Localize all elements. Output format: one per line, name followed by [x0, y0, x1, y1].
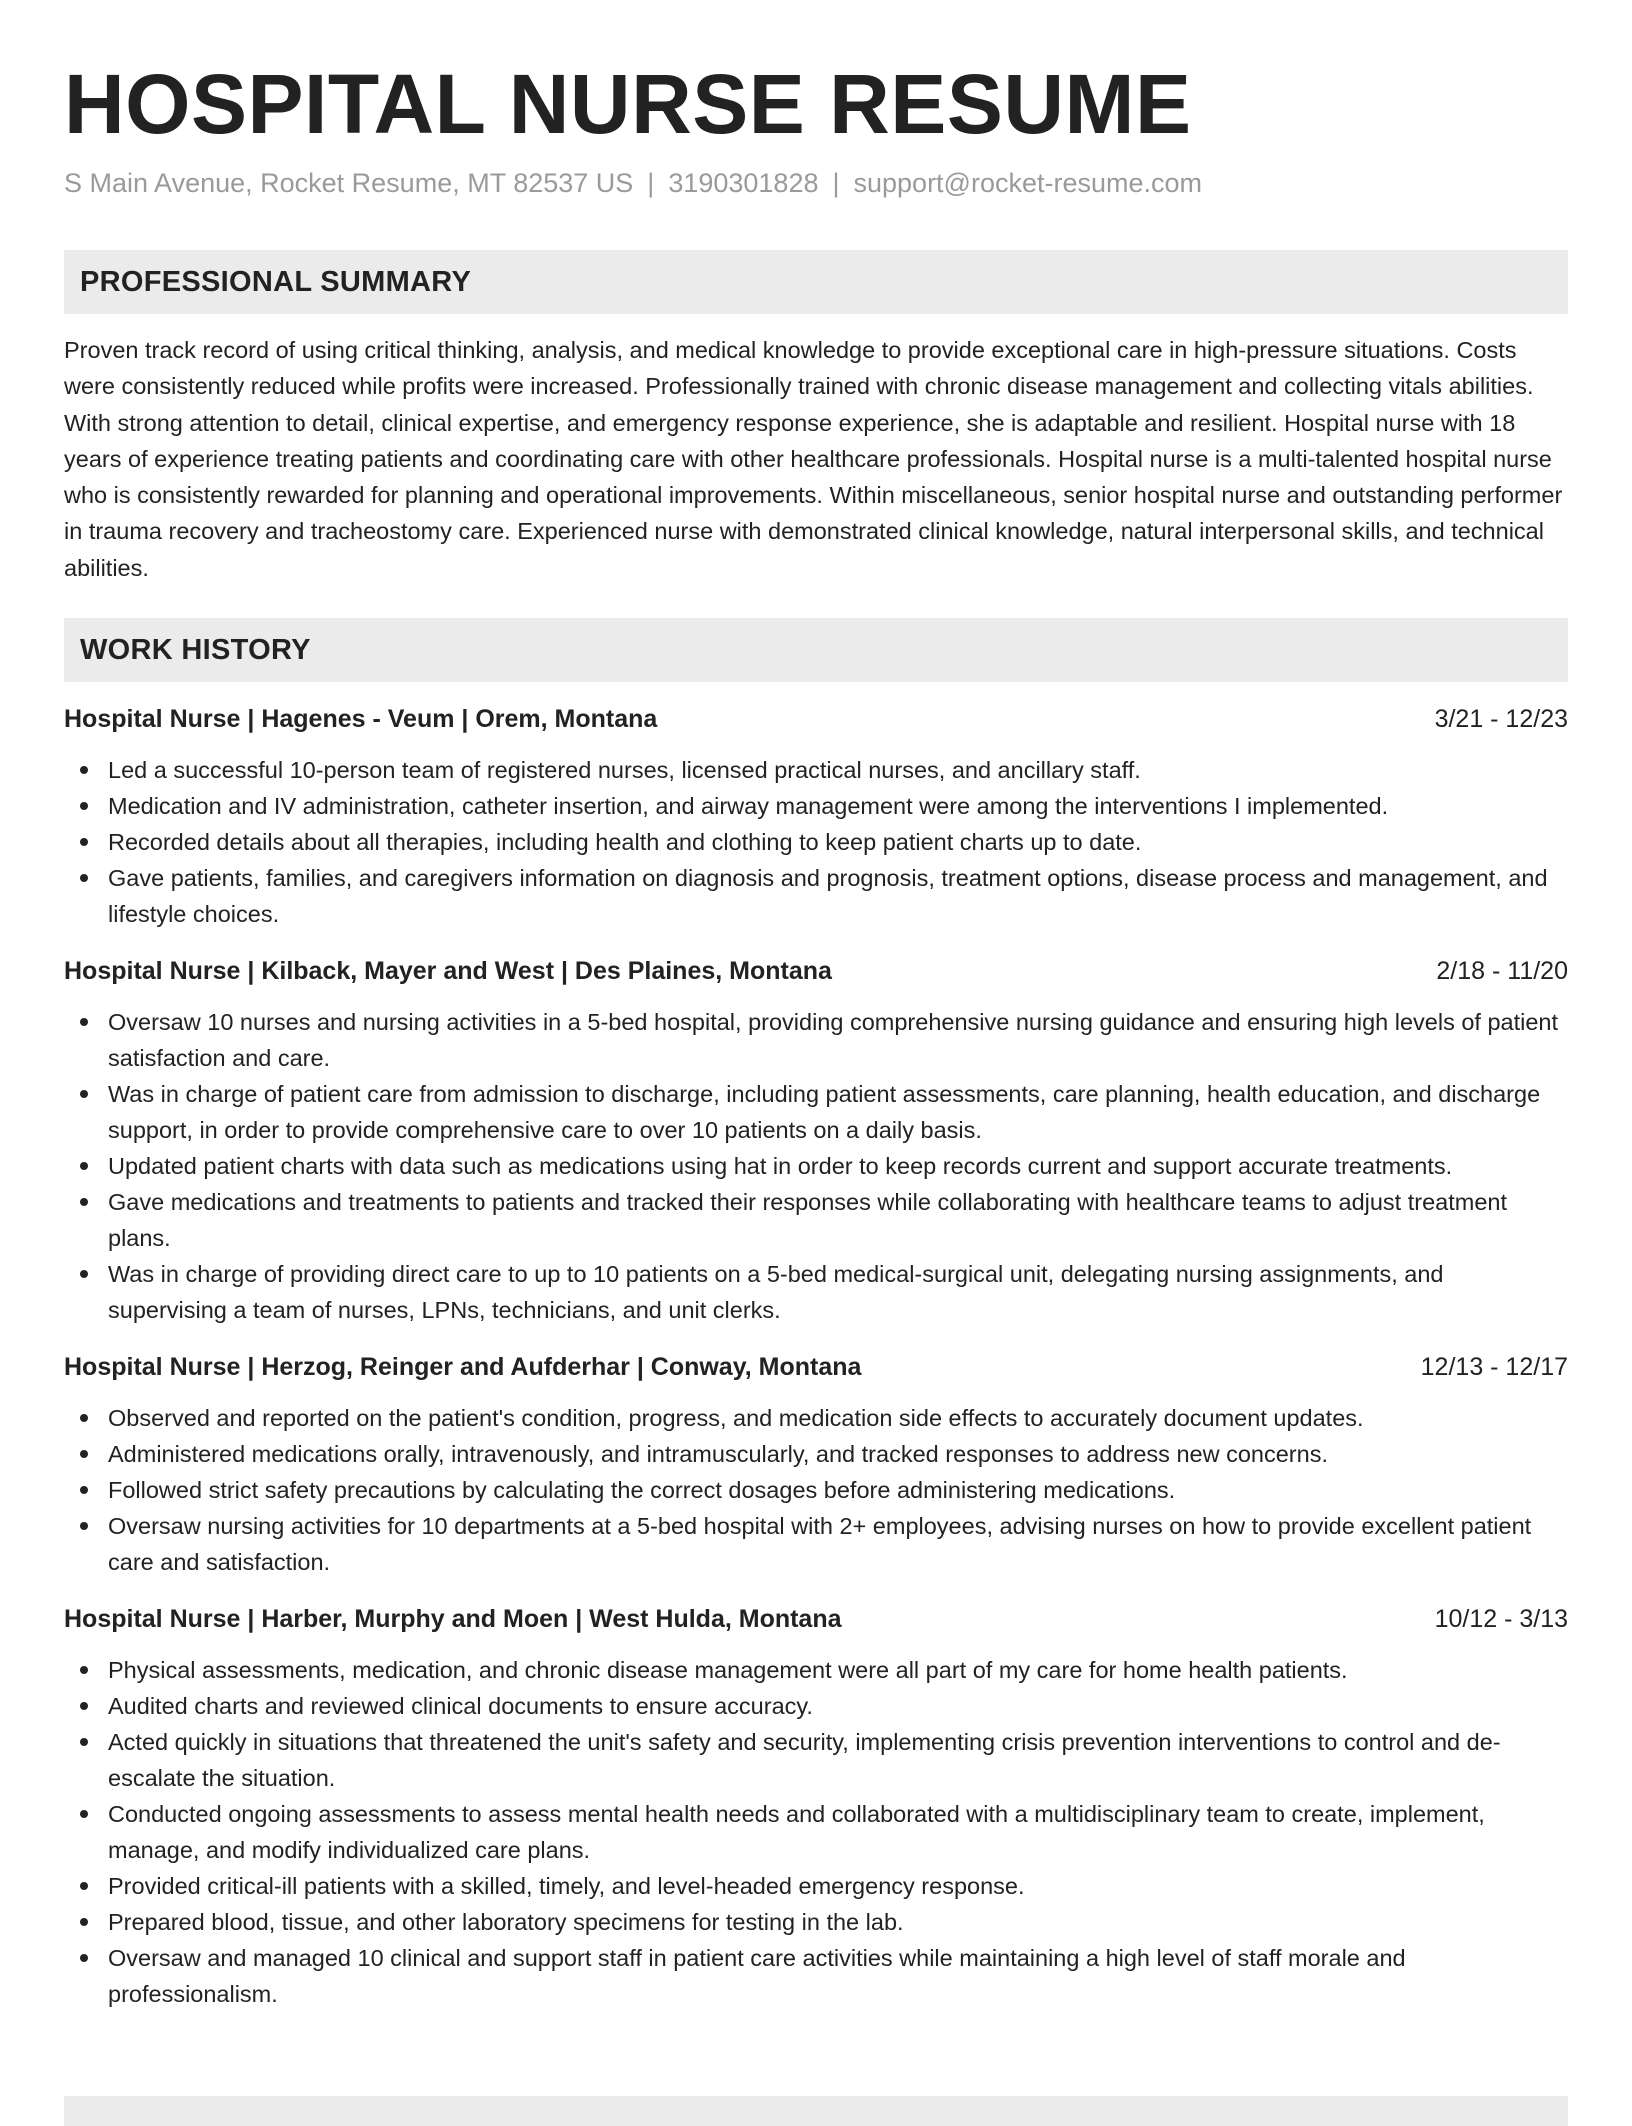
job-bullet: [64, 1508, 1568, 1580]
job-bullet-text: Administered medications orally, intravenously, and intramuscularly, and tracked responses to address new concerns.: [108, 1441, 1328, 1468]
contact-address: S Main Avenue, Rocket Resume, MT 82537 US: [64, 168, 634, 198]
bullet-dot: [80, 1486, 88, 1494]
bullet-dot: [80, 1018, 88, 1026]
job-dates: 12/13 - 12/17: [1420, 1353, 1568, 1382]
job-bullet-text: Oversaw 10 nurses and nursing activities in a 5-bed hospital, providing comprehensive nursing guidance and ensuring high levels of patient satisfaction and care.: [108, 1009, 1559, 1072]
job-bullet-text: Oversaw nursing activities for 10 departments at a 5-bed hospital with 2+ employees, advising nurses on how to provide excellent patient care and satisfaction.: [108, 1513, 1532, 1576]
job-bullet-text: Acted quickly in situations that threatened the unit's safety and security, implementing crisis prevention interventions to control and de-escalate the situation.: [108, 1729, 1501, 1792]
bullet-dot: [80, 874, 88, 882]
professional-summary-heading: PROFESSIONAL SUMMARY: [64, 250, 1568, 314]
job-bullet-text: Was in charge of providing direct care to up to 10 patients on a 5-bed medical-surgical unit, delegating nursing assignments, and supervising a team of nurses, LPNs, technicians, and unit clerks.: [108, 1261, 1444, 1324]
job-bullet: [64, 1256, 1568, 1328]
bullet-dot: [80, 1270, 88, 1278]
bullet-dot: [80, 1918, 88, 1926]
job-title: Hospital Nurse | Harber, Murphy and Moen | West Hulda, Montana: [64, 1605, 842, 1634]
bullet-dot: [80, 766, 88, 774]
job-bullet: [64, 1868, 1568, 1904]
job-bullet: [64, 1688, 1568, 1724]
bullet-dot: [80, 1810, 88, 1818]
bullet-dot: [80, 1738, 88, 1746]
contact-line: [64, 166, 1568, 200]
job-header: [64, 702, 1568, 736]
job-bullet-list: [64, 1400, 1568, 1580]
job-bullet-text: Physical assessments, medication, and chronic disease management were all part of my care for home health patients.: [108, 1657, 1348, 1684]
bullet-dot: [80, 1882, 88, 1890]
bullet-dot: [80, 1162, 88, 1170]
job-bullet: [64, 1652, 1568, 1688]
job-bullet: [64, 1724, 1568, 1796]
job-bullet: [64, 1796, 1568, 1868]
job-bullet-text: Led a successful 10-person team of registered nurses, licensed practical nurses, and ancillary staff.: [108, 757, 1141, 784]
bullet-dot: [80, 802, 88, 810]
job-bullet-text: Conducted ongoing assessments to assess mental health needs and collaborated with a multidisciplinary team to create, implement, manage, and modify individualized care plans.: [108, 1801, 1485, 1864]
bullet-dot: [80, 1198, 88, 1206]
job-bullet-text: Prepared blood, tissue, and other laboratory specimens for testing in the lab.: [108, 1909, 904, 1936]
work-history-heading: WORK HISTORY: [64, 618, 1568, 682]
resume-title: HOSPITAL NURSE RESUME: [64, 57, 1192, 151]
job-bullet: [64, 824, 1568, 860]
job-entry: [64, 1350, 1568, 1580]
job-bullet: [64, 1400, 1568, 1436]
bullet-dot: [80, 1666, 88, 1674]
bullet-dot: [80, 838, 88, 846]
contact-phone: 3190301828: [668, 168, 819, 198]
job-bullet-text: Was in charge of patient care from admission to discharge, including patient assessments, care planning, health education, and discharge support, in order to provide comprehensive care to over 10 patients on a daily basis.: [108, 1081, 1541, 1144]
bullet-dot: [80, 1090, 88, 1098]
job-bullet-text: Medication and IV administration, catheter insertion, and airway management were among the interventions I implemented.: [108, 793, 1389, 820]
job-bullet: [64, 860, 1568, 932]
job-bullet: [64, 1940, 1568, 2012]
contact-email: support@rocket-resume.com: [853, 168, 1203, 198]
job-entry: [64, 954, 1568, 1328]
contact-separator: |: [647, 168, 655, 198]
job-bullet-text: Gave medications and treatments to patients and tracked their responses while collaborating with healthcare teams to adjust treatment plans.: [108, 1189, 1508, 1252]
job-entry: [64, 1602, 1568, 2012]
job-bullet: [64, 1436, 1568, 1472]
job-bullet-text: Gave patients, families, and caregivers information on diagnosis and prognosis, treatment options, disease process and management, and lifestyle choices.: [108, 865, 1548, 928]
contact-separator: |: [832, 168, 840, 198]
job-bullet: [64, 752, 1568, 788]
job-header: [64, 954, 1568, 988]
job-bullet: [64, 1184, 1568, 1256]
job-header: [64, 1602, 1568, 1636]
job-dates: 2/18 - 11/20: [1436, 957, 1568, 986]
job-bullet: [64, 1004, 1568, 1076]
job-dates: 3/21 - 12/23: [1434, 705, 1568, 734]
job-entry: [64, 702, 1568, 932]
job-title: Hospital Nurse | Hagenes - Veum | Orem, Montana: [64, 705, 658, 734]
job-bullet-text: Observed and reported on the patient's condition, progress, and medication side effects to accurately document updates.: [108, 1405, 1364, 1432]
bullet-dot: [80, 1414, 88, 1422]
bullet-dot: [80, 1954, 88, 1962]
bullet-dot: [80, 1522, 88, 1530]
job-bullet: [64, 1076, 1568, 1148]
job-bullet-text: Oversaw and managed 10 clinical and support staff in patient care activities while maintaining a high level of staff morale and professionalism.: [108, 1945, 1406, 2008]
bullet-dot: [80, 1702, 88, 1710]
job-bullet: [64, 1148, 1568, 1184]
professional-summary-text: Proven track record of using critical thinking, analysis, and medical knowledge to provide exceptional care in high-pressure situations. Costs were consistently reduced while profits were increased. Professionally trained with chronic disease management and collecting vitals abilities. With strong attention to detail, clinical expertise, and emergency response experience, she is adaptable and resilient. Hospital nurse with 18 years of experience treating patients and coordinating care with other healthcare professionals. Hospital nurse is a multi-talented hospital nurse who is consistently rewarded for planning and operational improvements. Within miscellaneous, senior hospital nurse and outstanding performer in trauma recovery and tracheostomy care. Experienced nurse with demonstrated clinical knowledge, natural interpersonal skills, and technical abilities.: [64, 337, 1563, 581]
job-bullet-list: [64, 1652, 1568, 2012]
job-bullet-list: [64, 1004, 1568, 1328]
job-bullet-text: Updated patient charts with data such as medications using hat in order to keep records current and support accurate treatments.: [108, 1153, 1453, 1180]
next-section-header-band: [64, 2096, 1568, 2126]
resume-page: [64, 0, 1568, 2012]
job-bullet-text: Recorded details about all therapies, including health and clothing to keep patient charts up to date.: [108, 829, 1142, 856]
job-header: [64, 1350, 1568, 1384]
job-title: Hospital Nurse | Kilback, Mayer and West | Des Plaines, Montana: [64, 957, 832, 986]
job-bullet-text: Provided critical-ill patients with a skilled, timely, and level-headed emergency response.: [108, 1873, 1025, 1900]
job-bullet: [64, 788, 1568, 824]
job-bullet: [64, 1904, 1568, 1940]
job-bullet-text: Followed strict safety precautions by calculating the correct dosages before administering medications.: [108, 1477, 1176, 1504]
job-title: Hospital Nurse | Herzog, Reinger and Aufderhar | Conway, Montana: [64, 1353, 862, 1382]
job-bullet-list: [64, 752, 1568, 932]
job-dates: 10/12 - 3/13: [1434, 1605, 1568, 1634]
job-bullet-text: Audited charts and reviewed clinical documents to ensure accuracy.: [108, 1693, 813, 1720]
bullet-dot: [80, 1450, 88, 1458]
job-bullet: [64, 1472, 1568, 1508]
